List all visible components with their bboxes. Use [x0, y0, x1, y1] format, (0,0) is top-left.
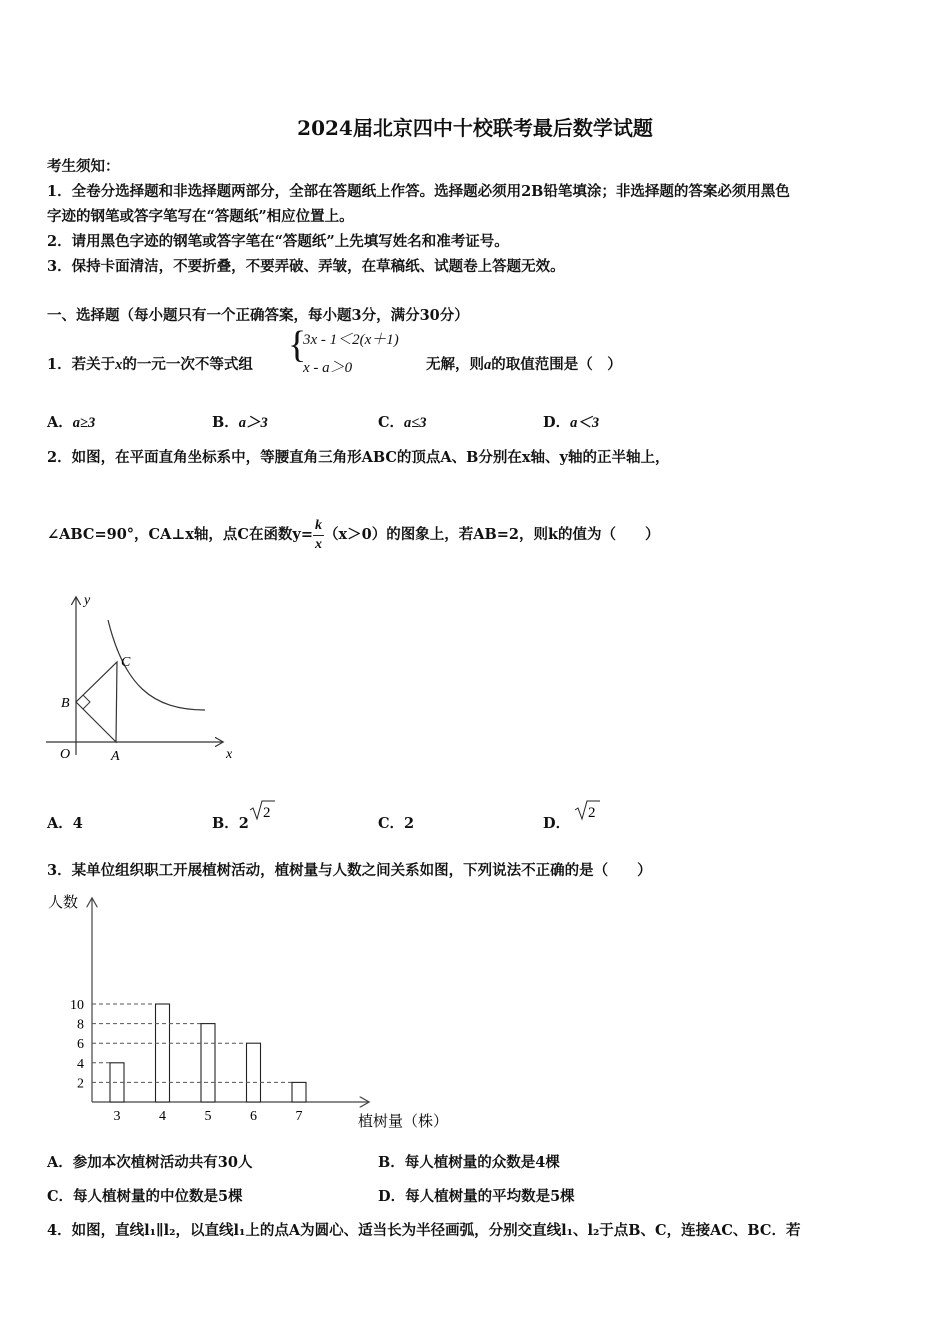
fig-label-o: O [60, 747, 71, 762]
chart-xtick-label: 5 [204, 1109, 212, 1124]
chart-xlabel: 植树量（株） [358, 1114, 449, 1130]
q1-stem-tail: 无解，则a的取值范围是（ ） [426, 356, 622, 373]
q3-bar-chart [40, 885, 480, 1135]
page-title: 2024届北京四中十校联考最后数学试题 [297, 116, 653, 140]
chart-xtick-label: 7 [295, 1109, 303, 1124]
q1-option-a: A．a≥3 [47, 414, 96, 431]
notice-line-1a: 1．全卷分选择题和非选择题两部分，全部在答题纸上作答。选择题必须用2B铅笔填涂；非选择题的答案必须用黑色 [47, 183, 790, 200]
notice-heading: 考生须知： [47, 158, 120, 175]
chart-ytick-label: 2 [77, 1076, 84, 1092]
chart-ytick-label: 8 [77, 1017, 84, 1033]
q3-option-d: D．每人植树量的平均数是5棵 [378, 1188, 575, 1205]
q2-option-b-sqrt [248, 798, 276, 822]
q3-option-b: B．每人植树量的众数是4棵 [378, 1154, 560, 1171]
q1-inequality-1: 3x - 1＜2(x＋1) [303, 332, 399, 348]
fig-label-y: y [84, 593, 91, 608]
fig-label-c: C [121, 655, 131, 670]
q1-option-c: C．a≤3 [378, 414, 427, 431]
q2-option-a: A．4 [47, 815, 83, 832]
chart-ytick-label: 10 [70, 998, 84, 1013]
chart-ytick-label: 6 [77, 1037, 84, 1053]
fig-label-b: B [61, 696, 70, 711]
q2-option-b: B．2 [212, 815, 249, 832]
fig-label-a: A [111, 749, 120, 764]
q2-option-d-sqrt [573, 798, 601, 822]
svg-text:2: 2 [588, 805, 596, 821]
right-angle-mark [83, 695, 90, 709]
chart-ylabel: 人数 [48, 895, 79, 911]
notice-line-3: 3．保持卡面清洁，不要折叠，不要弄破、弄皱，在草稿纸、试题卷上答题无效。 [47, 258, 565, 275]
chart-bar [156, 1004, 170, 1102]
notice-line-2: 2．请用黑色字迹的钢笔或答字笔在“答题纸”上先填写姓名和准考证号。 [47, 233, 509, 250]
q2-option-d: D． [543, 815, 571, 832]
q1-brace: { [288, 324, 307, 366]
chart-bar [201, 1024, 215, 1102]
chart-bar [247, 1043, 261, 1102]
fig-label-x: x [226, 747, 233, 762]
section-heading: 一、选择题（每小题只有一个正确答案，每小题3分，满分30分） [47, 307, 469, 324]
notice-line-1b: 字迹的钢笔或答字笔写在“答题纸”相应位置上。 [47, 208, 354, 225]
q2-stem-line-2: ∠ABC=90°，CA⊥x轴，点C在函数y= $\frac{k}{x}$ （x＞0）的图象上，若AB=2，则k的值为（ ） [47, 517, 660, 552]
q3-option-c: C．每人植树量的中位数是5棵 [47, 1188, 243, 1205]
q3-stem: 3．某单位组织职工开展植树活动，植树量与人数之间关系如图，下列说法不正确的是（ ） [47, 862, 652, 879]
triangle-abc [76, 662, 117, 742]
q4-stem: 4．如图，直线l₁∥l₂，以直线l₁上的点A为圆心、适当长为半径画弧，分别交直线l₁、l₂于点B、C，连接AC、BC．若 [47, 1222, 801, 1239]
chart-xtick-label: 3 [113, 1109, 121, 1124]
q1-option-b: B．a＞3 [212, 414, 268, 431]
q1-stem: 1．若关于x的一元一次不等式组 [47, 356, 253, 373]
chart-xtick-label: 6 [250, 1109, 257, 1124]
chart-ytick-label: 4 [77, 1056, 84, 1072]
chart-bar [292, 1082, 306, 1102]
q2-stem-line-1: 2．如图，在平面直角坐标系中，等腰直角三角形ABC的顶点A、B分别在x轴、y轴的正半轴上， [47, 449, 670, 466]
q2-figure [40, 590, 250, 770]
chart-xtick-label: 4 [159, 1109, 166, 1124]
q1-option-d: D．a＜3 [543, 414, 600, 431]
q2-fraction: $\frac{k}{x}$ [315, 517, 323, 552]
q3-option-a: A．参加本次植树活动共有30人 [47, 1154, 253, 1171]
svg-text:2: 2 [263, 805, 271, 821]
q1-inequality-2: x - a＞0 [303, 360, 353, 376]
q2-option-c: C．2 [378, 815, 415, 832]
